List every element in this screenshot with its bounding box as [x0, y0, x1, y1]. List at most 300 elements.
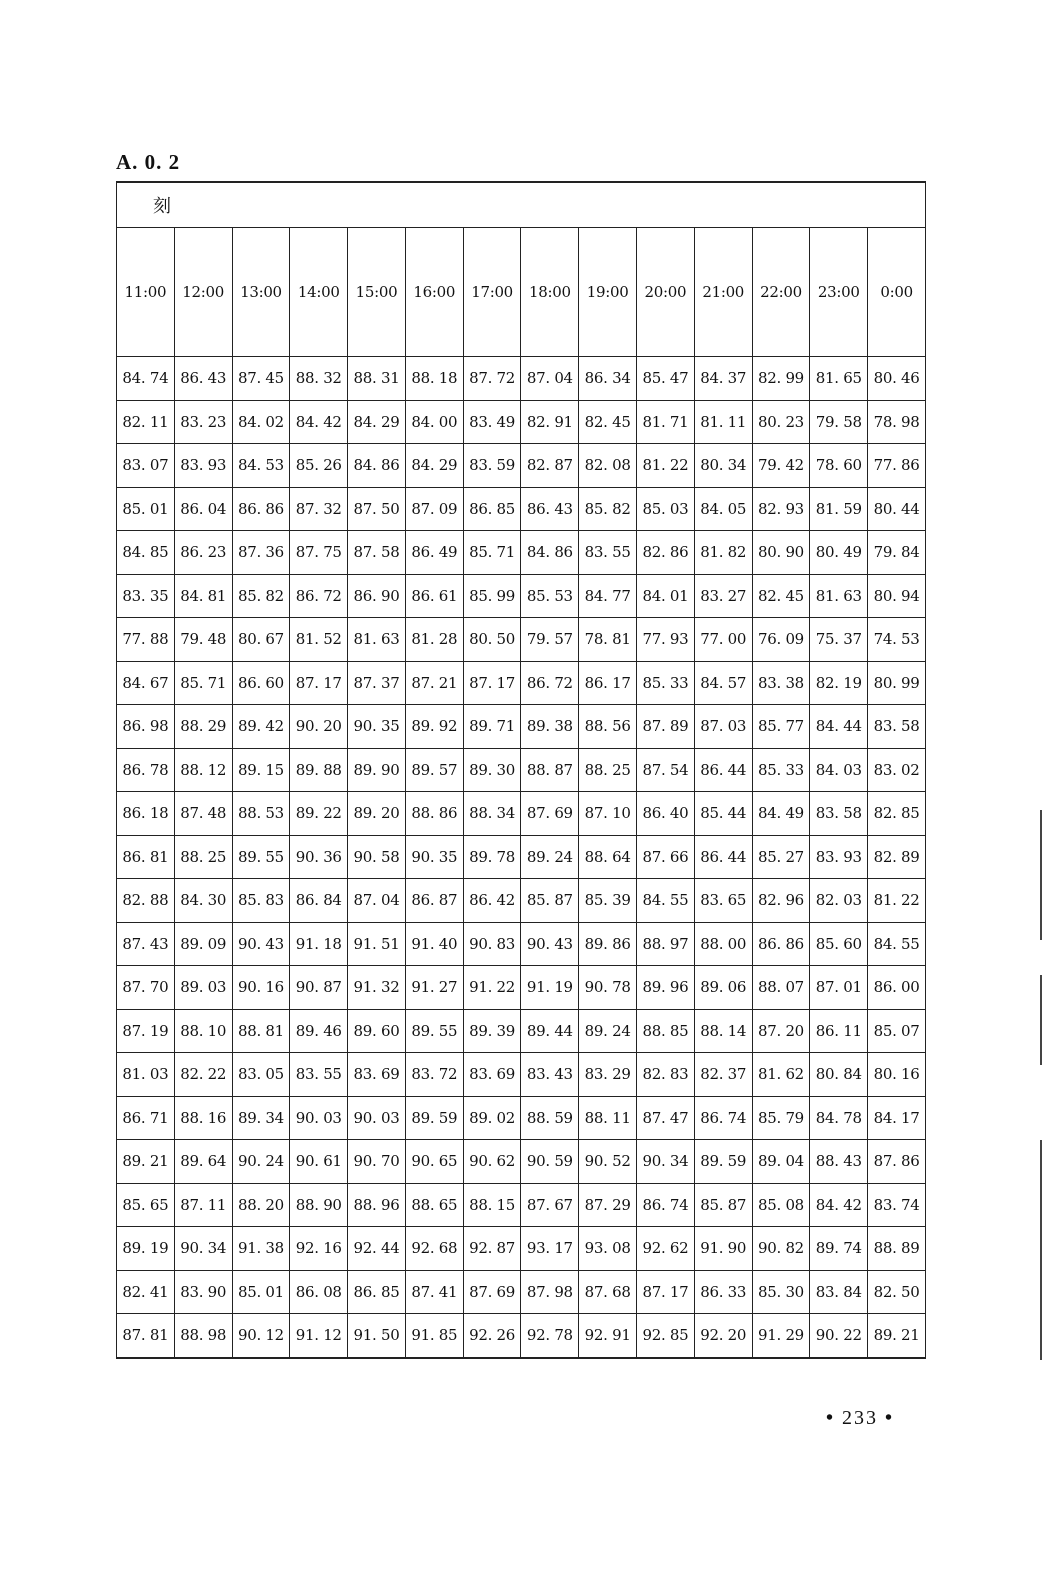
scan-artifact-line	[1040, 975, 1042, 1065]
table-cell: 86. 60	[232, 661, 290, 705]
table-cell: 90. 36	[290, 835, 348, 879]
table-cell: 87. 54	[637, 748, 695, 792]
table-cell: 84. 57	[694, 661, 752, 705]
table-cell: 87. 50	[348, 487, 406, 531]
table-cell: 80. 50	[463, 618, 521, 662]
table-cell: 87. 69	[521, 792, 579, 836]
table-cell: 92. 85	[637, 1314, 695, 1358]
table-row	[117, 705, 926, 749]
table-cell: 81. 62	[752, 1053, 810, 1097]
column-header: 0:00	[868, 228, 926, 357]
table-cell: 88. 85	[637, 1009, 695, 1053]
table-cell: 88. 97	[637, 922, 695, 966]
table-cell: 86. 49	[405, 531, 463, 575]
table-cell: 90. 34	[637, 1140, 695, 1184]
table-cell: 90. 78	[579, 966, 637, 1010]
table-cell: 92. 26	[463, 1314, 521, 1358]
table-cell: 91. 90	[694, 1227, 752, 1271]
table-cell: 84. 77	[579, 574, 637, 618]
table-cell: 79. 42	[752, 444, 810, 488]
table-cell: 83. 58	[868, 705, 926, 749]
table-cell: 88. 25	[174, 835, 232, 879]
table-cell: 82. 03	[810, 879, 868, 923]
table-cell: 88. 56	[579, 705, 637, 749]
table-cell: 86. 08	[290, 1270, 348, 1314]
table-cell: 80. 44	[868, 487, 926, 531]
table-cell: 80. 34	[694, 444, 752, 488]
table-cell: 82. 08	[579, 444, 637, 488]
table-cell: 90. 16	[232, 966, 290, 1010]
table-cell: 91. 27	[405, 966, 463, 1010]
table-cell: 87. 09	[405, 487, 463, 531]
column-header: 22:00	[752, 228, 810, 357]
table-cell: 82. 41	[117, 1270, 175, 1314]
table-cell: 89. 38	[521, 705, 579, 749]
table-cell: 87. 69	[463, 1270, 521, 1314]
table-cell: 93. 17	[521, 1227, 579, 1271]
table-cell: 78. 81	[579, 618, 637, 662]
table-caption-row	[117, 182, 926, 228]
table-cell: 87. 72	[463, 357, 521, 401]
table-cell: 90. 82	[752, 1227, 810, 1271]
table-cell: 82. 50	[868, 1270, 926, 1314]
table-cell: 79. 58	[810, 400, 868, 444]
column-header: 17:00	[463, 228, 521, 357]
table-cell: 80. 16	[868, 1053, 926, 1097]
table-cell: 80. 67	[232, 618, 290, 662]
table-cell: 83. 74	[868, 1183, 926, 1227]
table-cell: 89. 02	[463, 1096, 521, 1140]
table-cell: 89. 21	[868, 1314, 926, 1358]
table-cell: 86. 18	[117, 792, 175, 836]
table-cell: 81. 63	[348, 618, 406, 662]
table-cell: 82. 88	[117, 879, 175, 923]
table-cell: 84. 55	[637, 879, 695, 923]
table-cell: 89. 03	[174, 966, 232, 1010]
table-cell: 85. 03	[637, 487, 695, 531]
table-cell: 85. 30	[752, 1270, 810, 1314]
table-cell: 86. 84	[290, 879, 348, 923]
table-cell: 81. 28	[405, 618, 463, 662]
column-header-row	[117, 228, 926, 357]
table-cell: 86. 90	[348, 574, 406, 618]
table-cell: 86. 71	[117, 1096, 175, 1140]
table-cell: 80. 94	[868, 574, 926, 618]
table-cell: 80. 90	[752, 531, 810, 575]
table-cell: 88. 89	[868, 1227, 926, 1271]
table-row	[117, 487, 926, 531]
page-number-footer	[826, 1407, 894, 1430]
table-cell: 92. 91	[579, 1314, 637, 1358]
table-cell: 88. 14	[694, 1009, 752, 1053]
column-header: 14:00	[290, 228, 348, 357]
table-cell: 82. 37	[694, 1053, 752, 1097]
table-cell: 85. 01	[117, 487, 175, 531]
table-cell: 84. 81	[174, 574, 232, 618]
table-cell: 90. 83	[463, 922, 521, 966]
table-cell: 79. 84	[868, 531, 926, 575]
table-cell: 86. 43	[174, 357, 232, 401]
table-cell: 90. 87	[290, 966, 348, 1010]
table-cell: 86. 17	[579, 661, 637, 705]
table-cell: 89. 24	[579, 1009, 637, 1053]
table-cell: 87. 37	[348, 661, 406, 705]
table-cell: 82. 86	[637, 531, 695, 575]
table-cell: 92. 68	[405, 1227, 463, 1271]
table-cell: 77. 86	[868, 444, 926, 488]
table-cell: 80. 46	[868, 357, 926, 401]
table-cell: 91. 50	[348, 1314, 406, 1358]
table-cell: 78. 98	[868, 400, 926, 444]
table-cell: 78. 60	[810, 444, 868, 488]
table-row	[117, 1140, 926, 1184]
table-row	[117, 1096, 926, 1140]
table-cell: 81. 71	[637, 400, 695, 444]
table-cell: 89. 21	[117, 1140, 175, 1184]
table-row	[117, 574, 926, 618]
table-cell: 86. 85	[463, 487, 521, 531]
table-cell: 83. 84	[810, 1270, 868, 1314]
table-cell: 85. 27	[752, 835, 810, 879]
table-cell: 85. 83	[232, 879, 290, 923]
table-cell: 83. 43	[521, 1053, 579, 1097]
table-cell: 86. 44	[694, 835, 752, 879]
table-cell: 87. 86	[868, 1140, 926, 1184]
table-cell: 90. 24	[232, 1140, 290, 1184]
table-cell: 88. 98	[174, 1314, 232, 1358]
table-cell: 87. 70	[117, 966, 175, 1010]
table-cell: 89. 20	[348, 792, 406, 836]
table-cell: 90. 22	[810, 1314, 868, 1358]
table-cell: 81. 65	[810, 357, 868, 401]
table-cell: 76. 09	[752, 618, 810, 662]
table-cell: 89. 59	[694, 1140, 752, 1184]
table-cell: 89. 78	[463, 835, 521, 879]
table-cell: 74. 53	[868, 618, 926, 662]
scan-artifact-line	[1040, 1140, 1042, 1360]
table-cell: 83. 93	[810, 835, 868, 879]
table-cell: 83. 59	[463, 444, 521, 488]
table-cell: 89. 57	[405, 748, 463, 792]
table-row	[117, 792, 926, 836]
table-cell: 88. 43	[810, 1140, 868, 1184]
table-cell: 88. 16	[174, 1096, 232, 1140]
table-cell: 85. 71	[463, 531, 521, 575]
table-cell: 90. 34	[174, 1227, 232, 1271]
table-cell: 89. 04	[752, 1140, 810, 1184]
table-row	[117, 748, 926, 792]
table-cell: 90. 62	[463, 1140, 521, 1184]
table-cell: 89. 88	[290, 748, 348, 792]
table-cell: 86. 40	[637, 792, 695, 836]
table-cell: 87. 11	[174, 1183, 232, 1227]
table-cell: 91. 22	[463, 966, 521, 1010]
table-cell: 83. 69	[348, 1053, 406, 1097]
table-cell: 83. 93	[174, 444, 232, 488]
table-row	[117, 1270, 926, 1314]
table-cell: 88. 00	[694, 922, 752, 966]
table-cell: 86. 87	[405, 879, 463, 923]
table-cell: 84. 01	[637, 574, 695, 618]
table-cell: 81. 11	[694, 400, 752, 444]
table-cell: 85. 87	[521, 879, 579, 923]
table-cell: 85. 08	[752, 1183, 810, 1227]
table-cell: 84. 03	[810, 748, 868, 792]
table-cell: 87. 19	[117, 1009, 175, 1053]
table-cell: 88. 96	[348, 1183, 406, 1227]
table-cell: 83. 55	[579, 531, 637, 575]
table-row	[117, 835, 926, 879]
table-cell: 84. 17	[868, 1096, 926, 1140]
table-cell: 87. 21	[405, 661, 463, 705]
table-cell: 87. 89	[637, 705, 695, 749]
table-cell: 82. 87	[521, 444, 579, 488]
table-cell: 85. 82	[579, 487, 637, 531]
table-cell: 88. 12	[174, 748, 232, 792]
table-cell: 85. 44	[694, 792, 752, 836]
table-cell: 85. 47	[637, 357, 695, 401]
table-cell: 89. 44	[521, 1009, 579, 1053]
table-cell: 87. 43	[117, 922, 175, 966]
table-cell: 90. 35	[348, 705, 406, 749]
table-cell: 85. 39	[579, 879, 637, 923]
table-row	[117, 879, 926, 923]
table-cell: 84. 29	[348, 400, 406, 444]
table-cell: 80. 49	[810, 531, 868, 575]
table-cell: 80. 84	[810, 1053, 868, 1097]
table-cell: 86. 74	[694, 1096, 752, 1140]
table-cell: 89. 19	[117, 1227, 175, 1271]
table-cell: 91. 85	[405, 1314, 463, 1358]
table-cell: 82. 45	[579, 400, 637, 444]
table-cell: 86. 72	[290, 574, 348, 618]
table-cell: 90. 03	[290, 1096, 348, 1140]
table-cell: 84. 85	[117, 531, 175, 575]
table-cell: 82. 91	[521, 400, 579, 444]
table-cell: 79. 48	[174, 618, 232, 662]
table-cell: 91. 12	[290, 1314, 348, 1358]
table-cell: 84. 02	[232, 400, 290, 444]
table-row	[117, 1009, 926, 1053]
table-cell: 77. 88	[117, 618, 175, 662]
table-cell: 89. 96	[637, 966, 695, 1010]
table-cell: 79. 57	[521, 618, 579, 662]
section-title: A. 0. 2	[116, 150, 181, 174]
table-cell: 89. 59	[405, 1096, 463, 1140]
table-cell: 90. 65	[405, 1140, 463, 1184]
table-cell: 90. 43	[232, 922, 290, 966]
table-cell: 90. 58	[348, 835, 406, 879]
table-cell: 77. 93	[637, 618, 695, 662]
table-cell: 86. 72	[521, 661, 579, 705]
table-cell: 87. 45	[232, 357, 290, 401]
table-cell: 87. 01	[810, 966, 868, 1010]
table-cell: 92. 78	[521, 1314, 579, 1358]
table-cell: 87. 17	[463, 661, 521, 705]
table-cell: 83. 27	[694, 574, 752, 618]
table-cell: 89. 34	[232, 1096, 290, 1140]
table-cell: 86. 11	[810, 1009, 868, 1053]
table-cell: 85. 60	[810, 922, 868, 966]
column-header: 18:00	[521, 228, 579, 357]
table-cell: 86. 98	[117, 705, 175, 749]
table-cell: 90. 52	[579, 1140, 637, 1184]
table-cell: 88. 18	[405, 357, 463, 401]
table-cell: 87. 66	[637, 835, 695, 879]
table-cell: 89. 64	[174, 1140, 232, 1184]
table-cell: 86. 00	[868, 966, 926, 1010]
table-cell: 86. 42	[463, 879, 521, 923]
table-cell: 87. 58	[348, 531, 406, 575]
table-cell: 89. 30	[463, 748, 521, 792]
data-table-container	[116, 181, 926, 1359]
table-cell: 83. 38	[752, 661, 810, 705]
table-cell: 90. 03	[348, 1096, 406, 1140]
table-cell: 86. 86	[232, 487, 290, 531]
table-cell: 84. 05	[694, 487, 752, 531]
table-cell: 86. 44	[694, 748, 752, 792]
table-cell: 81. 82	[694, 531, 752, 575]
table-cell: 89. 92	[405, 705, 463, 749]
table-cell: 90. 43	[521, 922, 579, 966]
table-cell: 81. 03	[117, 1053, 175, 1097]
table-cell: 88. 25	[579, 748, 637, 792]
table-cell: 88. 07	[752, 966, 810, 1010]
table-cell: 84. 55	[868, 922, 926, 966]
table-cell: 88. 29	[174, 705, 232, 749]
table-cell: 82. 19	[810, 661, 868, 705]
table-cell: 85. 26	[290, 444, 348, 488]
table-cell: 81. 22	[637, 444, 695, 488]
table-cell: 87. 17	[290, 661, 348, 705]
table-cell: 85. 82	[232, 574, 290, 618]
table-cell: 82. 85	[868, 792, 926, 836]
table-cell: 82. 89	[868, 835, 926, 879]
table-cell: 85. 53	[521, 574, 579, 618]
table-cell: 90. 59	[521, 1140, 579, 1184]
table-cell: 90. 61	[290, 1140, 348, 1184]
table-cell: 82. 96	[752, 879, 810, 923]
table-cell: 88. 65	[405, 1183, 463, 1227]
table-cell: 83. 05	[232, 1053, 290, 1097]
table-cell: 88. 32	[290, 357, 348, 401]
table-body	[117, 357, 926, 1358]
column-header: 15:00	[348, 228, 406, 357]
table-row	[117, 661, 926, 705]
column-header: 20:00	[637, 228, 695, 357]
table-cell: 88. 10	[174, 1009, 232, 1053]
table-cell: 89. 09	[174, 922, 232, 966]
table-cell: 87. 68	[579, 1270, 637, 1314]
table-cell: 87. 04	[348, 879, 406, 923]
table-cell: 90. 20	[290, 705, 348, 749]
table-cell: 84. 78	[810, 1096, 868, 1140]
table-cell: 81. 22	[868, 879, 926, 923]
table-cell: 84. 37	[694, 357, 752, 401]
table-cell: 89. 46	[290, 1009, 348, 1053]
table-cell: 91. 19	[521, 966, 579, 1010]
table-cell: 82. 11	[117, 400, 175, 444]
table-cell: 83. 29	[579, 1053, 637, 1097]
table-cell: 86. 74	[637, 1183, 695, 1227]
table-cell: 84. 30	[174, 879, 232, 923]
table-cell: 86. 04	[174, 487, 232, 531]
table-cell: 89. 55	[232, 835, 290, 879]
table-cell: 82. 93	[752, 487, 810, 531]
table-cell: 87. 81	[117, 1314, 175, 1358]
table-cell: 83. 02	[868, 748, 926, 792]
table-cell: 87. 29	[579, 1183, 637, 1227]
table-cell: 90. 35	[405, 835, 463, 879]
table-cell: 89. 06	[694, 966, 752, 1010]
table-cell: 84. 44	[810, 705, 868, 749]
table-cell: 87. 98	[521, 1270, 579, 1314]
table-cell: 85. 77	[752, 705, 810, 749]
table-cell: 84. 29	[405, 444, 463, 488]
table-cell: 92. 20	[694, 1314, 752, 1358]
table-cell: 87. 10	[579, 792, 637, 836]
table-cell: 83. 58	[810, 792, 868, 836]
table-cell: 89. 22	[290, 792, 348, 836]
table-cell: 92. 62	[637, 1227, 695, 1271]
table-cell: 84. 86	[348, 444, 406, 488]
table-cell: 89. 55	[405, 1009, 463, 1053]
column-header: 13:00	[232, 228, 290, 357]
table-cell: 85. 33	[752, 748, 810, 792]
table-cell: 87. 20	[752, 1009, 810, 1053]
table-cell: 89. 71	[463, 705, 521, 749]
data-table	[116, 181, 926, 1359]
table-cell: 83. 35	[117, 574, 175, 618]
table-cell: 92. 16	[290, 1227, 348, 1271]
table-row	[117, 400, 926, 444]
table-cell: 83. 90	[174, 1270, 232, 1314]
table-cell: 81. 59	[810, 487, 868, 531]
table-cell: 82. 45	[752, 574, 810, 618]
table-cell: 85. 07	[868, 1009, 926, 1053]
table-row	[117, 1183, 926, 1227]
table-cell: 92. 87	[463, 1227, 521, 1271]
table-cell: 91. 18	[290, 922, 348, 966]
table-cell: 90. 70	[348, 1140, 406, 1184]
table-row	[117, 922, 926, 966]
table-cell: 91. 38	[232, 1227, 290, 1271]
table-cell: 85. 99	[463, 574, 521, 618]
table-row	[117, 1053, 926, 1097]
table-cell: 80. 99	[868, 661, 926, 705]
table-cell: 87. 04	[521, 357, 579, 401]
table-cell: 89. 86	[579, 922, 637, 966]
table-cell: 84. 00	[405, 400, 463, 444]
table-cell: 87. 03	[694, 705, 752, 749]
table-cell: 91. 32	[348, 966, 406, 1010]
table-cell: 88. 11	[579, 1096, 637, 1140]
table-cell: 87. 17	[637, 1270, 695, 1314]
table-cell: 87. 75	[290, 531, 348, 575]
table-cell: 86. 34	[579, 357, 637, 401]
page-dot-left: •	[826, 1407, 836, 1429]
table-cell: 88. 34	[463, 792, 521, 836]
table-cell: 84. 53	[232, 444, 290, 488]
table-cell: 89. 60	[348, 1009, 406, 1053]
table-cell: 83. 69	[463, 1053, 521, 1097]
table-cell: 89. 24	[521, 835, 579, 879]
table-cell: 84. 49	[752, 792, 810, 836]
table-cell: 83. 72	[405, 1053, 463, 1097]
table-cell: 85. 87	[694, 1183, 752, 1227]
column-header: 11:00	[117, 228, 175, 357]
table-cell: 88. 86	[405, 792, 463, 836]
